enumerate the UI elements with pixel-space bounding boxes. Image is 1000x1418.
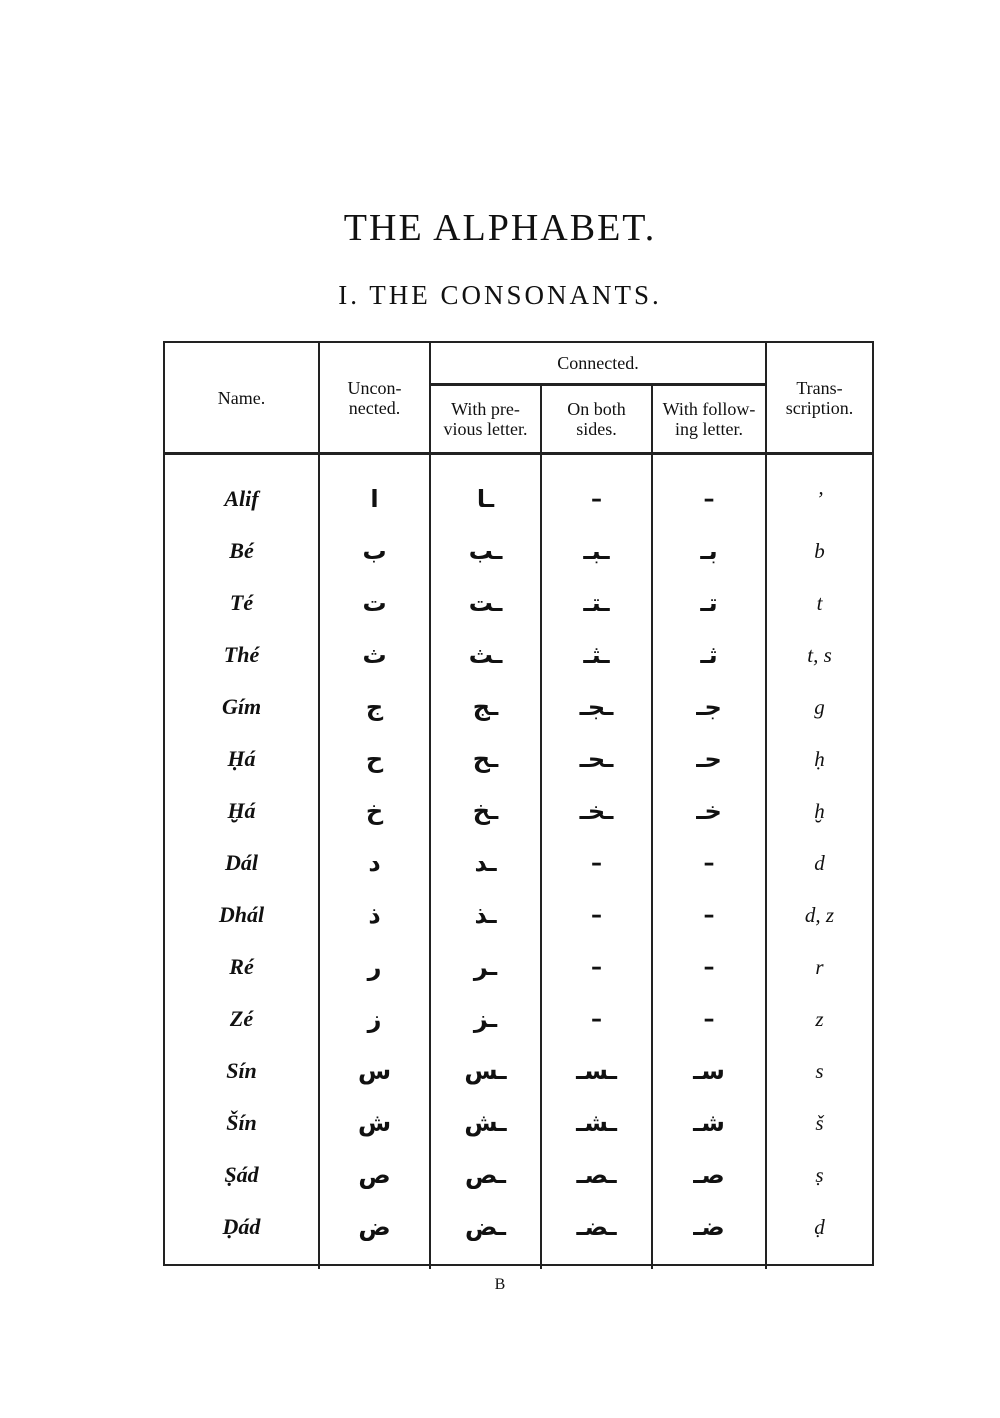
cell-both-sides: – xyxy=(541,454,652,526)
consonants-table xyxy=(163,341,874,1266)
cell-with-following: جـ xyxy=(652,681,766,733)
cell-with-previous: ـب xyxy=(430,525,541,577)
table-row xyxy=(165,629,872,681)
cell-with-previous: ـذ xyxy=(430,889,541,941)
cell-with-previous: ـج xyxy=(430,681,541,733)
cell-both-sides: ـسـ xyxy=(541,1045,652,1097)
cell-with-following: صـ xyxy=(652,1149,766,1201)
cell-with-following: ضـ xyxy=(652,1201,766,1253)
cell-transcription: ḥ xyxy=(766,733,872,785)
cell-name: Šín xyxy=(226,1110,257,1135)
cell-with-previous: ـث xyxy=(430,629,541,681)
cell-unconnected: ث xyxy=(319,629,430,681)
cell-transcription: d, z xyxy=(766,889,872,941)
header-with-previous-line1: With pre- xyxy=(451,399,520,419)
cell-transcription: z xyxy=(766,993,872,1045)
header-with-following xyxy=(652,385,766,454)
cell-unconnected: د xyxy=(319,837,430,889)
cell-with-following: – xyxy=(652,837,766,889)
cell-name: Ḍád xyxy=(222,1214,261,1239)
table-body xyxy=(165,454,872,1270)
header-with-following-line2: ing letter. xyxy=(675,419,743,439)
cell-name: Alif xyxy=(224,486,259,511)
cell-unconnected: ر xyxy=(319,941,430,993)
header-unconnected-line1: Uncon- xyxy=(347,377,402,398)
cell-with-following: خـ xyxy=(652,785,766,837)
cell-name: Dál xyxy=(225,850,258,875)
cell-transcription: ḍ xyxy=(766,1201,872,1253)
cell-both-sides: ـضـ xyxy=(541,1201,652,1253)
cell-both-sides: – xyxy=(541,993,652,1045)
cell-with-previous: ـا xyxy=(430,454,541,526)
cell-with-following: سـ xyxy=(652,1045,766,1097)
cell-name: Ḫá xyxy=(227,798,256,823)
cell-with-following: – xyxy=(652,993,766,1045)
header-transcription-line2: scription. xyxy=(785,397,854,418)
cell-unconnected: ص xyxy=(319,1149,430,1201)
header-unconnected-line2: nected. xyxy=(348,397,401,418)
cell-name: Dhál xyxy=(218,902,265,927)
table-row xyxy=(165,733,872,785)
header-name: Name. xyxy=(165,343,319,454)
cell-name: Bé xyxy=(229,538,254,563)
table-row xyxy=(165,941,872,993)
cell-unconnected: ز xyxy=(319,993,430,1045)
cell-both-sides: – xyxy=(541,889,652,941)
cell-both-sides: ـبـ xyxy=(541,525,652,577)
cell-transcription: t xyxy=(766,577,872,629)
spacer-cell xyxy=(319,1253,430,1269)
cell-unconnected: ج xyxy=(319,681,430,733)
cell-with-previous: ـص xyxy=(430,1149,541,1201)
cell-both-sides: ـتـ xyxy=(541,577,652,629)
header-with-previous xyxy=(430,385,541,454)
cell-transcription: ṣ xyxy=(766,1149,872,1201)
table-spacer-row xyxy=(165,1253,872,1269)
header-with-previous-line2: vious letter. xyxy=(443,419,528,439)
header-with-following-line1: With follow- xyxy=(662,399,756,419)
cell-both-sides: ـثـ xyxy=(541,629,652,681)
cell-unconnected: س xyxy=(319,1045,430,1097)
table-row xyxy=(165,1149,872,1201)
table-row xyxy=(165,454,872,526)
cell-transcription: r xyxy=(766,941,872,993)
cell-with-following: – xyxy=(652,454,766,526)
cell-with-following: ثـ xyxy=(652,629,766,681)
section-title: I. THE CONSONANTS. xyxy=(338,280,662,310)
cell-transcription: ḫ xyxy=(766,785,872,837)
cell-both-sides: ـجـ xyxy=(541,681,652,733)
table-row xyxy=(165,785,872,837)
table-row xyxy=(165,1045,872,1097)
header-connected: Connected. xyxy=(430,343,766,385)
cell-transcription: d xyxy=(766,837,872,889)
cell-name: Zé xyxy=(229,1006,254,1031)
cell-name: Gím xyxy=(221,694,262,719)
cell-with-following: – xyxy=(652,941,766,993)
cell-with-previous: ـز xyxy=(430,993,541,1045)
cell-with-previous: ـش xyxy=(430,1097,541,1149)
header-both-sides-line2: sides. xyxy=(576,419,617,439)
cell-with-previous: ـر xyxy=(430,941,541,993)
cell-transcription: b xyxy=(766,525,872,577)
table-row xyxy=(165,577,872,629)
cell-unconnected: ح xyxy=(319,733,430,785)
cell-with-previous: ـد xyxy=(430,837,541,889)
cell-both-sides: – xyxy=(541,837,652,889)
table-row xyxy=(165,837,872,889)
cell-name: Ṣád xyxy=(224,1162,259,1187)
page-signature: B xyxy=(494,1276,506,1293)
cell-both-sides: ـصـ xyxy=(541,1149,652,1201)
cell-with-following: حـ xyxy=(652,733,766,785)
cell-transcription: š xyxy=(766,1097,872,1149)
table-row xyxy=(165,889,872,941)
cell-transcription: t, s xyxy=(766,629,872,681)
header-unconnected xyxy=(319,343,430,454)
header-both-sides xyxy=(541,385,652,454)
cell-both-sides: ـشـ xyxy=(541,1097,652,1149)
cell-both-sides: ـخـ xyxy=(541,785,652,837)
cell-name: Ḥá xyxy=(227,746,256,771)
spacer-cell xyxy=(165,1253,319,1269)
cell-unconnected: ا xyxy=(319,454,430,526)
cell-name: Thé xyxy=(223,642,260,667)
cell-with-previous: ـس xyxy=(430,1045,541,1097)
cell-with-following: – xyxy=(652,889,766,941)
cell-with-previous: ـح xyxy=(430,733,541,785)
cell-unconnected: ذ xyxy=(319,889,430,941)
table-row xyxy=(165,525,872,577)
table-row xyxy=(165,1201,872,1253)
cell-name: Té xyxy=(229,590,254,615)
cell-transcription: g xyxy=(766,681,872,733)
table-row xyxy=(165,993,872,1045)
cell-unconnected: ب xyxy=(319,525,430,577)
cell-both-sides: – xyxy=(541,941,652,993)
cell-transcription: s xyxy=(766,1045,872,1097)
cell-both-sides: ـحـ xyxy=(541,733,652,785)
spacer-cell xyxy=(430,1253,541,1269)
header-both-sides-line1: On both xyxy=(567,399,626,419)
table-row xyxy=(165,1097,872,1149)
cell-unconnected: ت xyxy=(319,577,430,629)
cell-name: Ré xyxy=(229,954,254,979)
cell-unconnected: خ xyxy=(319,785,430,837)
cell-with-previous: ـض xyxy=(430,1201,541,1253)
table-row xyxy=(165,681,872,733)
cell-transcription: ’ xyxy=(766,454,872,526)
page-title: THE ALPHABET. xyxy=(343,207,657,249)
header-transcription-line1: Trans- xyxy=(796,377,843,398)
cell-unconnected: ض xyxy=(319,1201,430,1253)
cell-name: Sín xyxy=(226,1058,257,1083)
spacer-cell xyxy=(652,1253,766,1269)
spacer-cell xyxy=(766,1253,872,1269)
spacer-cell xyxy=(541,1253,652,1269)
cell-with-following: تـ xyxy=(652,577,766,629)
cell-with-following: شـ xyxy=(652,1097,766,1149)
cell-with-previous: ـت xyxy=(430,577,541,629)
cell-with-previous: ـخ xyxy=(430,785,541,837)
cell-with-following: بـ xyxy=(652,525,766,577)
header-transcription xyxy=(766,343,872,454)
cell-unconnected: ش xyxy=(319,1097,430,1149)
